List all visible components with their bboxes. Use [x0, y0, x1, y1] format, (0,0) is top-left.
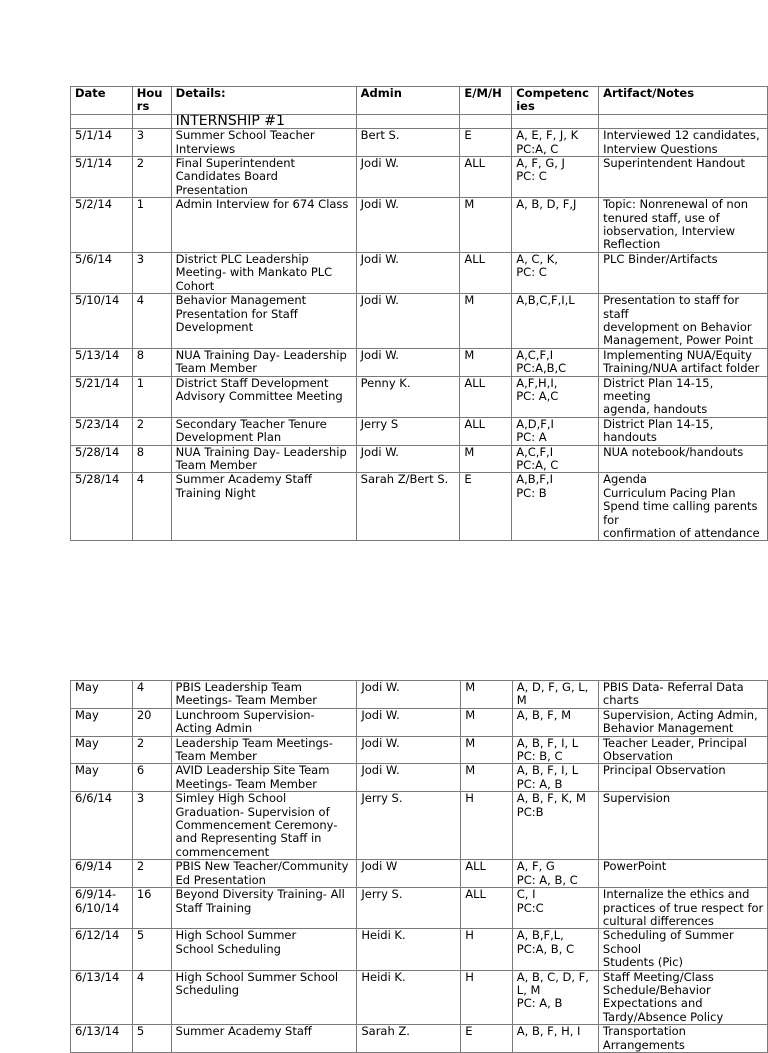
table-row [71, 445, 768, 473]
cell-details: District Staff Development Advisory Committee Meeting [171, 376, 356, 417]
cell-admin: Penny K. [356, 376, 460, 417]
table-row [71, 764, 768, 792]
cell-competencies: A, C, K, PC: C [512, 252, 599, 293]
cell-date: 5/21/14 [71, 376, 133, 417]
cell-notes: PowerPoint [598, 860, 767, 888]
cell-notes: Superintendent Handout [599, 157, 768, 198]
cell-competencies: A,D,F,I PC: A [512, 417, 599, 445]
table-row [71, 792, 768, 860]
cell-date: 6/13/14 [71, 1025, 133, 1053]
internship-log-table [70, 86, 768, 541]
cell-emh: M [460, 198, 512, 253]
table-row [71, 376, 768, 417]
cell-competencies: A, D, F, G, L, M [512, 681, 598, 709]
cell-emh: ALL [460, 157, 512, 198]
cell-admin: Jodi W [357, 860, 461, 888]
table-row [71, 708, 768, 736]
cell-date: 5/1/14 [71, 157, 133, 198]
cell-hours: 2 [132, 417, 171, 445]
cell-hours: 4 [132, 970, 171, 1025]
cell-notes: Transportation Arrangements [598, 1025, 767, 1053]
cell-details: PBIS New Teacher/Community Ed Presentation [171, 860, 357, 888]
cell-competencies: A, B, F, I, L PC: A, B [512, 764, 598, 792]
cell-date: 5/13/14 [71, 348, 133, 376]
cell-admin: Heidi K. [357, 970, 461, 1025]
internship-log-table-continued [70, 680, 768, 1053]
cell-admin: Jerry S [356, 417, 460, 445]
cell-date: May [71, 764, 133, 792]
cell-emh: M [461, 708, 513, 736]
cell-details: Summer Academy Staff Training Night [171, 473, 356, 541]
cell-notes: Interviewed 12 candidates, Interview Questions [599, 129, 768, 157]
cell-notes: PLC Binder/Artifacts [599, 252, 768, 293]
cell-notes: Teacher Leader, Principal Observation [598, 736, 767, 764]
cell-hours: 6 [132, 764, 171, 792]
cell-hours: 5 [132, 1025, 171, 1053]
cell-emh: ALL [460, 376, 512, 417]
cell-hours: 2 [132, 860, 171, 888]
cell-competencies: A, B, C, D, F, L, M PC: A, B [512, 970, 598, 1025]
header-date: Date [71, 87, 133, 115]
cell-competencies: A, F, G, J PC: C [512, 157, 599, 198]
cell-emh: E [460, 473, 512, 541]
cell-details: AVID Leadership Site Team Meetings- Team Member [171, 764, 357, 792]
cell-notes: Topic: Nonrenewal of non tenured staff, use of iobservation, Interview Reflection [599, 198, 768, 253]
cell-details: PBIS Leadership Team Meetings- Team Member [171, 681, 357, 709]
cell-competencies: A,B,F,I PC: B [512, 473, 599, 541]
cell-date: 6/9/14 [71, 860, 133, 888]
header-admin: Admin [356, 87, 460, 115]
cell-emh: ALL [461, 888, 513, 929]
table-row [71, 970, 768, 1025]
cell-hours: 4 [132, 681, 171, 709]
cell-admin: Jodi W. [357, 736, 461, 764]
cell-notes: Supervision, Acting Admin, Behavior Management [598, 708, 767, 736]
cell-details: Admin Interview for 674 Class [171, 198, 356, 253]
cell-date: 5/6/14 [71, 252, 133, 293]
cell-notes: District Plan 14-15, handouts [599, 417, 768, 445]
cell-hours: 20 [132, 708, 171, 736]
cell-notes: NUA notebook/handouts [599, 445, 768, 473]
cell-hours: 5 [132, 929, 171, 970]
cell-date: 5/10/14 [71, 294, 133, 349]
cell-notes: PBIS Data- Referral Data charts [598, 681, 767, 709]
table-row [71, 294, 768, 349]
cell-details: NUA Training Day- Leadership Team Member [171, 445, 356, 473]
cell-competencies: A,C,F,I PC:A, C [512, 445, 599, 473]
cell-admin: Sarah Z. [357, 1025, 461, 1053]
header-details: Details: [171, 87, 356, 115]
cell-admin: Jodi W. [356, 157, 460, 198]
cell-competencies: A, B, F, K, M PC:B [512, 792, 598, 860]
cell-hours: 4 [132, 294, 171, 349]
cell-date: 6/13/14 [71, 970, 133, 1025]
table-header-row [71, 87, 768, 115]
cell-date: May [71, 708, 133, 736]
cell-details: Behavior Management Presentation for Staff Development [171, 294, 356, 349]
cell-admin: Jodi W. [356, 294, 460, 349]
cell-details: Beyond Diversity Training- All Staff Training [171, 888, 357, 929]
cell-notes: Principal Observation [598, 764, 767, 792]
table-row [71, 888, 768, 929]
cell-competencies: A, B, D, F,J [512, 198, 599, 253]
cell-admin: Jodi W. [357, 764, 461, 792]
cell-competencies: C, I PC:C [512, 888, 598, 929]
table-row [71, 860, 768, 888]
cell-competencies: A, B,F,L, PC:A, B, C [512, 929, 598, 970]
header-emh: E/M/H [460, 87, 512, 115]
cell-details: High School Summer School Scheduling [171, 929, 357, 970]
cell-emh: H [461, 970, 513, 1025]
cell-notes: Supervision [598, 792, 767, 860]
cell-details: Simley High School Graduation- Supervision of Commencement Ceremony- and Representing Staff in commencement [171, 792, 357, 860]
cell-details: NUA Training Day- Leadership Team Member [171, 348, 356, 376]
cell-emh: M [461, 736, 513, 764]
table-row [71, 129, 768, 157]
cell-details: District PLC Leadership Meeting- with Mankato PLC Cohort [171, 252, 356, 293]
cell-competencies: A,B,C,F,I,L [512, 294, 599, 349]
cell-date: 6/9/14- 6/10/14 [71, 888, 133, 929]
cell-details: Leadership Team Meetings- Team Member [171, 736, 357, 764]
cell-emh: H [461, 929, 513, 970]
cell-competencies: A, E, F, J, K PC:A, C [512, 129, 599, 157]
cell-notes: Implementing NUA/Equity Training/NUA artifact folder [599, 348, 768, 376]
cell-date: May [71, 736, 133, 764]
cell-date: 6/6/14 [71, 792, 133, 860]
section-heading: INTERNSHIP #1 [171, 114, 356, 128]
cell-admin: Jerry S. [357, 792, 461, 860]
cell-details: Final Superintendent Candidates Board Presentation [171, 157, 356, 198]
cell-competencies: A, B, F, I, L PC: B, C [512, 736, 598, 764]
cell-admin: Sarah Z/Bert S. [356, 473, 460, 541]
cell-emh: H [461, 792, 513, 860]
cell-date: May [71, 681, 133, 709]
cell-admin: Jodi W. [357, 681, 461, 709]
cell-competencies: A, B, F, M [512, 708, 598, 736]
table-row [71, 252, 768, 293]
cell-emh: M [461, 764, 513, 792]
cell-notes: Presentation to staff for staff development on Behavior Management, Power Point [599, 294, 768, 349]
cell-emh: ALL [461, 860, 513, 888]
header-hours: Hou rs [132, 87, 171, 115]
cell-notes: District Plan 14-15, meeting agenda, handouts [599, 376, 768, 417]
cell-date: 5/23/14 [71, 417, 133, 445]
cell-competencies: A,C,F,I PC:A,B,C [512, 348, 599, 376]
table-row [71, 1025, 768, 1053]
cell-emh: ALL [460, 417, 512, 445]
cell-competencies: A, F, G PC: A, B, C [512, 860, 598, 888]
cell-details: High School Summer School Scheduling [171, 970, 357, 1025]
cell-details: Lunchroom Supervision- Acting Admin [171, 708, 357, 736]
cell-details: Secondary Teacher Tenure Development Plan [171, 417, 356, 445]
table-row [71, 929, 768, 970]
cell-hours: 16 [132, 888, 171, 929]
cell-admin: Jodi W. [357, 708, 461, 736]
table-row [71, 198, 768, 253]
cell-competencies: A, B, F, H, I [512, 1025, 598, 1053]
table-row [71, 348, 768, 376]
header-competencies: Competenc ies [512, 87, 599, 115]
cell-admin: Jodi W. [356, 252, 460, 293]
cell-hours: 2 [132, 736, 171, 764]
cell-emh: E [461, 1025, 513, 1053]
cell-date: 5/28/14 [71, 473, 133, 541]
cell-emh: ALL [460, 252, 512, 293]
cell-admin: Heidi K. [357, 929, 461, 970]
cell-admin: Jodi W. [356, 348, 460, 376]
cell-notes: Staff Meeting/Class Schedule/Behavior Expectations and Tardy/Absence Policy [598, 970, 767, 1025]
cell-hours: 8 [132, 348, 171, 376]
section-heading-row [71, 114, 768, 128]
cell-hours: 2 [132, 157, 171, 198]
cell-admin: Jerry S. [357, 888, 461, 929]
cell-notes: Scheduling of Summer School Students (Pic) [598, 929, 767, 970]
cell-emh: M [461, 681, 513, 709]
cell-hours: 3 [132, 252, 171, 293]
cell-notes: Agenda Curriculum Pacing Plan Spend time calling parents for confirmation of attendance [599, 473, 768, 541]
table-row [71, 681, 768, 709]
cell-details: Summer Academy Staff [171, 1025, 357, 1053]
table-row [71, 736, 768, 764]
cell-competencies: A,F,H,I, PC: A,C [512, 376, 599, 417]
cell-emh: E [460, 129, 512, 157]
cell-admin: Jodi W. [356, 198, 460, 253]
table-row [71, 417, 768, 445]
cell-date: 5/2/14 [71, 198, 133, 253]
cell-hours: 1 [132, 376, 171, 417]
cell-admin: Jodi W. [356, 445, 460, 473]
table-row [71, 157, 768, 198]
cell-hours: 4 [132, 473, 171, 541]
cell-hours: 1 [132, 198, 171, 253]
cell-emh: M [460, 445, 512, 473]
cell-emh: M [460, 348, 512, 376]
cell-date: 5/28/14 [71, 445, 133, 473]
cell-date: 5/1/14 [71, 129, 133, 157]
cell-hours: 3 [132, 129, 171, 157]
cell-admin: Bert S. [356, 129, 460, 157]
cell-hours: 8 [132, 445, 171, 473]
cell-notes: Internalize the ethics and practices of true respect for cultural differences [598, 888, 767, 929]
cell-details: Summer School Teacher Interviews [171, 129, 356, 157]
header-artifact-notes: Artifact/Notes [599, 87, 768, 115]
cell-date: 6/12/14 [71, 929, 133, 970]
cell-emh: M [460, 294, 512, 349]
cell-hours: 3 [132, 792, 171, 860]
table-row [71, 473, 768, 541]
